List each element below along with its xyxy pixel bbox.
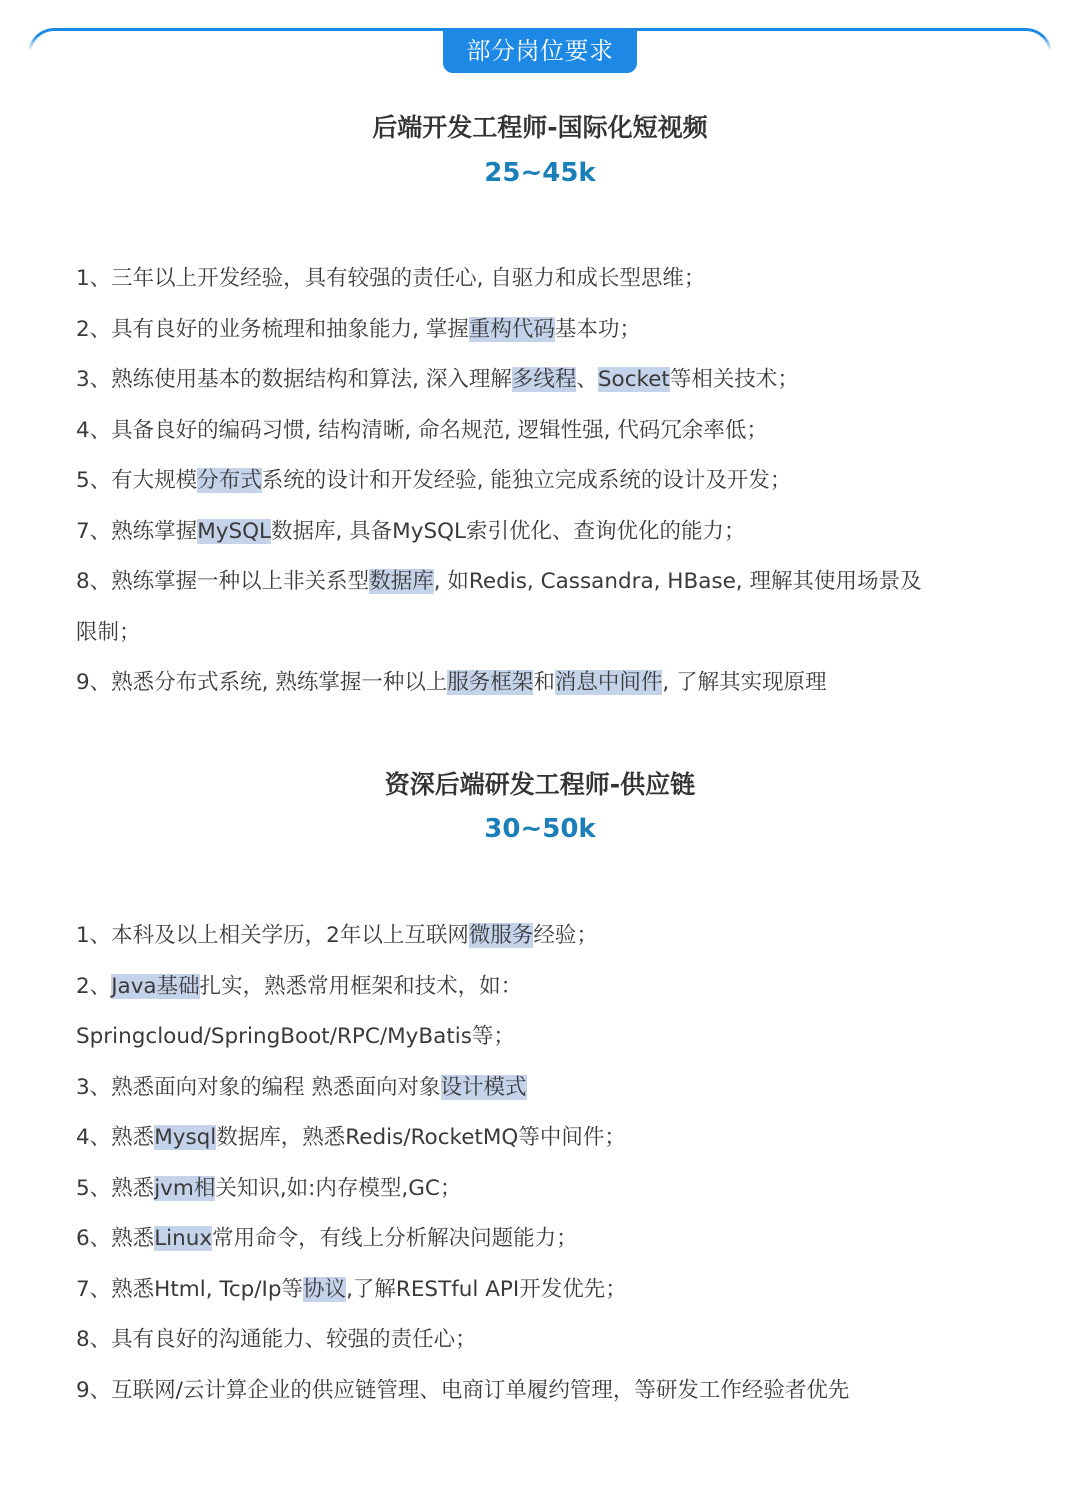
section-tab: 部分岗位要求 xyxy=(443,29,637,73)
job-title: 后端开发工程师-国际化短视频 xyxy=(372,113,708,142)
highlighted-keyword: 协议 xyxy=(303,1276,347,1302)
highlighted-keyword: Socket xyxy=(597,367,670,392)
requirement-line xyxy=(76,1113,1016,1164)
requirement-text: 7、熟悉Html, Tcp/Ip等 xyxy=(76,1276,304,1302)
requirement-text: 3、熟练使用基本的数据结构和算法, 深入理解 xyxy=(76,367,512,392)
requirements-list xyxy=(76,911,1016,1416)
requirement-text: Springcloud/SpringBoot/RPC/MyBatis等； xyxy=(76,1024,515,1049)
requirement-text: 9、熟悉分布式系统, 熟练掌握一种以上 xyxy=(76,670,448,695)
job-title: 资深后端研发工程师-供应链 xyxy=(384,770,696,799)
requirement-text: 8、具有良好的沟通能力、较强的责任心； xyxy=(76,1327,477,1352)
requirement-text: 系统的设计和开发经验, 能独立完成系统的设计及开发； xyxy=(261,468,792,493)
highlighted-keyword: Mysql xyxy=(154,1125,217,1150)
requirement-text: 1、本科及以上相关学历，2年以上互联网 xyxy=(76,923,469,948)
requirement-line xyxy=(76,1063,1016,1114)
highlighted-keyword: 微服务 xyxy=(468,923,534,948)
highlighted-keyword: 设计模式 xyxy=(440,1074,527,1100)
requirement-text: 扎实，熟悉常用框架和技术，如： xyxy=(199,973,523,999)
requirement-line xyxy=(76,1265,1016,1316)
requirement-text: 关知识,如:内存模型,GC； xyxy=(215,1175,462,1201)
requirement-line xyxy=(76,254,1016,305)
requirement-line xyxy=(76,557,1016,608)
job-salary: 25~45k xyxy=(484,158,596,188)
requirement-text: 2、 xyxy=(76,973,112,999)
requirements-list xyxy=(76,254,1016,709)
requirement-text: 4、熟悉 xyxy=(76,1125,155,1150)
requirement-text: 限制； xyxy=(76,619,141,645)
requirement-text: 5、有大规模 xyxy=(76,468,198,493)
requirement-line xyxy=(76,658,1016,709)
highlighted-keyword: Java基础 xyxy=(111,973,200,999)
requirement-text: 9、互联网/云计算企业的供应链管理、电商订单履约管理，等研发工作经验者优先 xyxy=(76,1377,850,1403)
requirement-line xyxy=(76,456,1016,507)
requirement-text: 、 xyxy=(576,367,598,392)
requirement-line xyxy=(76,507,1016,558)
requirement-line xyxy=(76,1012,1016,1063)
requirement-line xyxy=(76,1366,1016,1417)
highlighted-keyword: Linux xyxy=(154,1226,213,1251)
requirement-text: 数据库, 具备MySQL索引优化、查询优化的能力； xyxy=(271,518,746,544)
requirement-line xyxy=(76,1164,1016,1215)
requirement-text: 3、熟悉面向对象的编程 熟悉面向对象 xyxy=(76,1074,441,1100)
requirement-text: 经验； xyxy=(533,923,598,948)
highlighted-keyword: 多线程 xyxy=(511,367,577,392)
requirement-line xyxy=(76,608,1016,659)
requirement-text: 4、具备良好的编码习惯, 结构清晰, 命名规范, 逻辑性强, 代码冗余率低； xyxy=(76,417,768,443)
requirement-text: 2、具有良好的业务梳理和抽象能力, 掌握 xyxy=(76,316,469,342)
highlighted-keyword: 服务框架 xyxy=(447,670,534,695)
requirement-line xyxy=(76,305,1016,356)
job-salary: 30~50k xyxy=(484,814,596,844)
requirement-text: 6、熟悉 xyxy=(76,1226,155,1251)
requirement-text: 7、熟练掌握 xyxy=(76,518,198,544)
requirement-text: , 了解其实现原理 xyxy=(662,670,827,695)
requirement-line xyxy=(76,1214,1016,1265)
requirement-text: 数据库，熟悉Redis/RocketMQ等中间件； xyxy=(216,1125,626,1150)
requirement-text: 5、熟悉 xyxy=(76,1175,155,1201)
requirement-text: 和 xyxy=(533,670,555,695)
requirement-line xyxy=(76,355,1016,406)
requirement-line xyxy=(76,911,1016,962)
highlighted-keyword: 重构代码 xyxy=(468,316,555,342)
requirement-text: 8、熟练掌握一种以上非关系型 xyxy=(76,569,370,594)
requirement-line xyxy=(76,1315,1016,1366)
requirement-text: 基本功； xyxy=(554,316,641,342)
requirement-text: ,了解RESTful API开发优先； xyxy=(346,1276,627,1302)
highlighted-keyword: 消息中间件 xyxy=(554,670,663,695)
requirement-text: 1、三年以上开发经验，具有较强的责任心, 自驱力和成长型思维； xyxy=(76,266,706,291)
requirement-text: , 如Redis, Cassandra, HBase, 理解其使用场景及 xyxy=(433,569,922,594)
requirement-text: 常用命令，有线上分析解决问题能力； xyxy=(212,1226,578,1251)
requirement-line xyxy=(76,962,1016,1013)
requirement-line xyxy=(76,406,1016,457)
requirement-text: 等相关技术； xyxy=(669,367,799,392)
highlighted-keyword: MySQL xyxy=(197,518,272,544)
highlighted-keyword: jvm相 xyxy=(154,1175,216,1201)
highlighted-keyword: 数据库 xyxy=(369,569,434,594)
highlighted-keyword: 分布式 xyxy=(197,468,262,493)
